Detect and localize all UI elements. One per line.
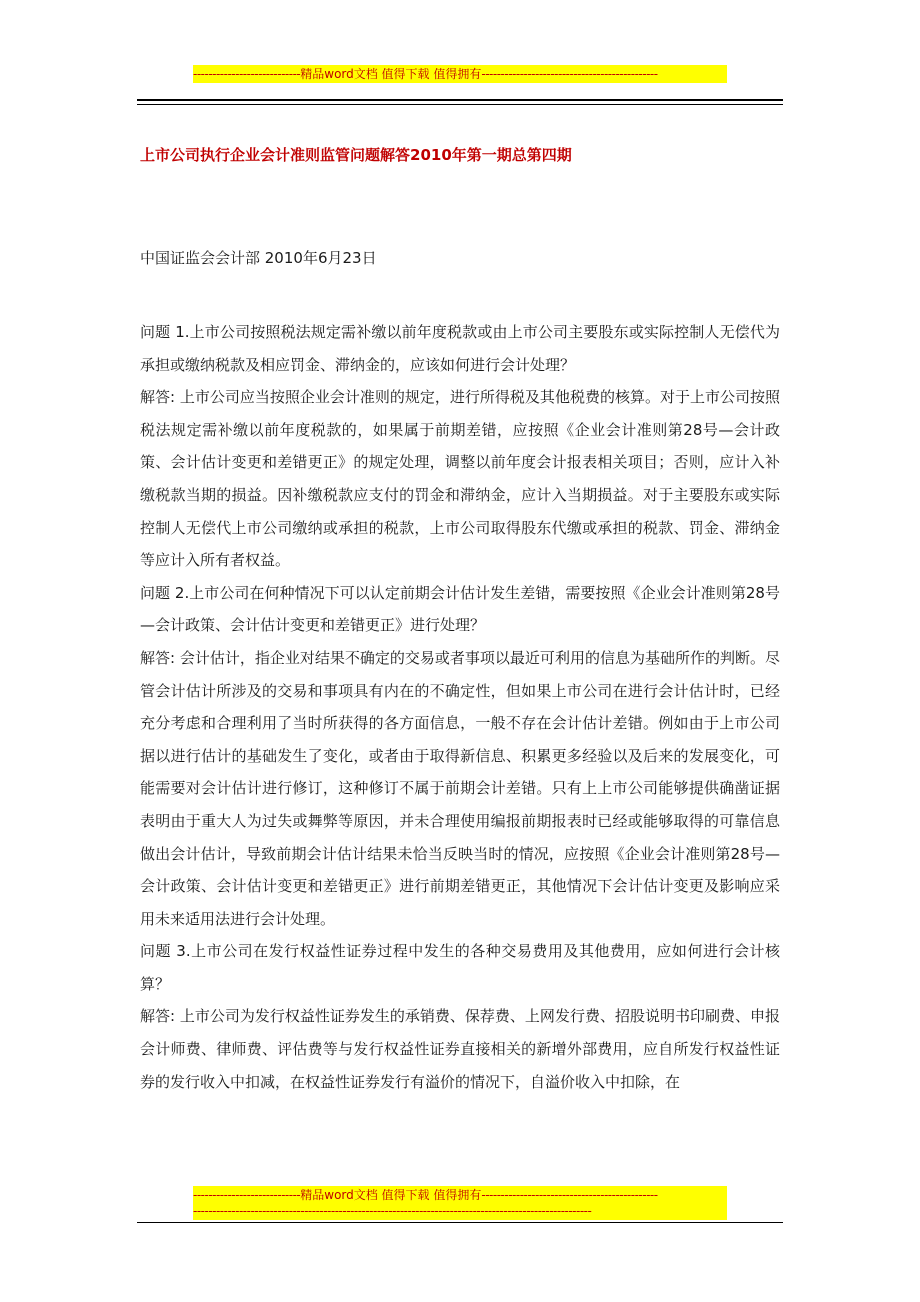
footer-banner bbox=[193, 1186, 727, 1204]
footer-banner-dash-line bbox=[193, 1204, 727, 1220]
footer-banner-dashes-left: ---------------------------- bbox=[193, 1188, 301, 1202]
answer-1: 解答: 上市公司应当按照企业会计准则的规定，进行所得税及其他税费的核算。对于上市公司按照税法规定需补缴以前年度税款的，如果属于前期差错，应按照《企业会计准则第28号—会计政策、会计估计变更和差错更正》的规定处理，调整以前年度会计报表相关项目；否则，应计入补缴税款当期的损益。因补缴税款应支付的罚金和滞纳金，应计入当期损益。对于主要股东或实际控制人无偿代上市公司缴纳或承担的税款，上市公司取得股东代缴或承担的税款、罚金、滞纳金等应计入所有者权益。 bbox=[140, 388, 780, 570]
footer-rule bbox=[137, 1222, 783, 1223]
header-banner-dashes-right: ---------------------------------------------- bbox=[481, 67, 658, 81]
question-1: 问题 1.上市公司按照税法规定需补缴以前年度税款或由上市公司主要股东或实际控制人无偿代为承担或缴纳税款及相应罚金、滞纳金的，应该如何进行会计处理？ bbox=[140, 323, 780, 374]
answer-3: 解答: 上市公司为发行权益性证券发生的承销费、保荐费、上网发行费、招股说明书印刷费、申报会计师费、律师费、评估费等与发行权益性证券直接相关的新增外部费用，应自所发行权益性证券的发行收入中扣减，在权益性证券发行有溢价的情况下，自溢价收入中扣除，在 bbox=[140, 1007, 780, 1091]
header-banner bbox=[193, 65, 727, 83]
question-3: 问题 3.上市公司在发行权益性证券过程中发生的各种交易费用及其他费用，应如何进行会计核算？ bbox=[140, 942, 780, 993]
footer-banner-dashes-right: ---------------------------------------------- bbox=[481, 1188, 658, 1202]
answer-2: 解答: 会计估计，指企业对结果不确定的交易或者事项以最近可利用的信息为基础所作的判断。尽管会计估计所涉及的交易和事项具有内在的不确定性，但如果上市公司在进行会计估计时，已经充分考虑和合理利用了当时所获得的各方面信息，一般不存在会计估计差错。例如由于上市公司据以进行估计的基础发生了变化，或者由于取得新信息、积累更多经验以及后来的发展变化，可能需要对会计估计进行修订，这种修订不属于前期会计差错。只有上上市公司能够提供确凿证据表明由于重大人为过失或舞弊等原因，并未合理使用编报前期报表时已经或能够取得的可靠信息做出会计估计，导致前期会计估计结果未恰当反映当时的情况，应按照《企业会计准则第28号—会计政策、会计估计变更和差错更正》进行前期差错更正，其他情况下会计估计变更及影响应采用未来适用法进行会计处理。 bbox=[140, 648, 780, 928]
footer-banner-text: 精品word文档 值得下载 值得拥有 bbox=[300, 1188, 482, 1202]
footer-banner-dashes-full: -------------------------------------------------------------------------------------------------------- bbox=[193, 1204, 592, 1218]
header-banner-text: 精品word文档 值得下载 值得拥有 bbox=[300, 67, 482, 81]
document-body bbox=[140, 316, 780, 1098]
question-2: 问题 2.上市公司在何种情况下可以认定前期会计估计发生差错，需要按照《企业会计准则第28号—会计政策、会计估计变更和差错更正》进行处理？ bbox=[140, 583, 780, 635]
document-title: 上市公司执行企业会计准则监管问题解答2010年第一期总第四期 bbox=[140, 146, 572, 164]
header-rule-bottom bbox=[137, 104, 783, 105]
header-banner-dashes-left: ---------------------------- bbox=[193, 67, 301, 81]
issuer-date: 中国证监会会计部 2010年6月23日 bbox=[140, 249, 377, 267]
header-rule-top bbox=[137, 99, 783, 101]
